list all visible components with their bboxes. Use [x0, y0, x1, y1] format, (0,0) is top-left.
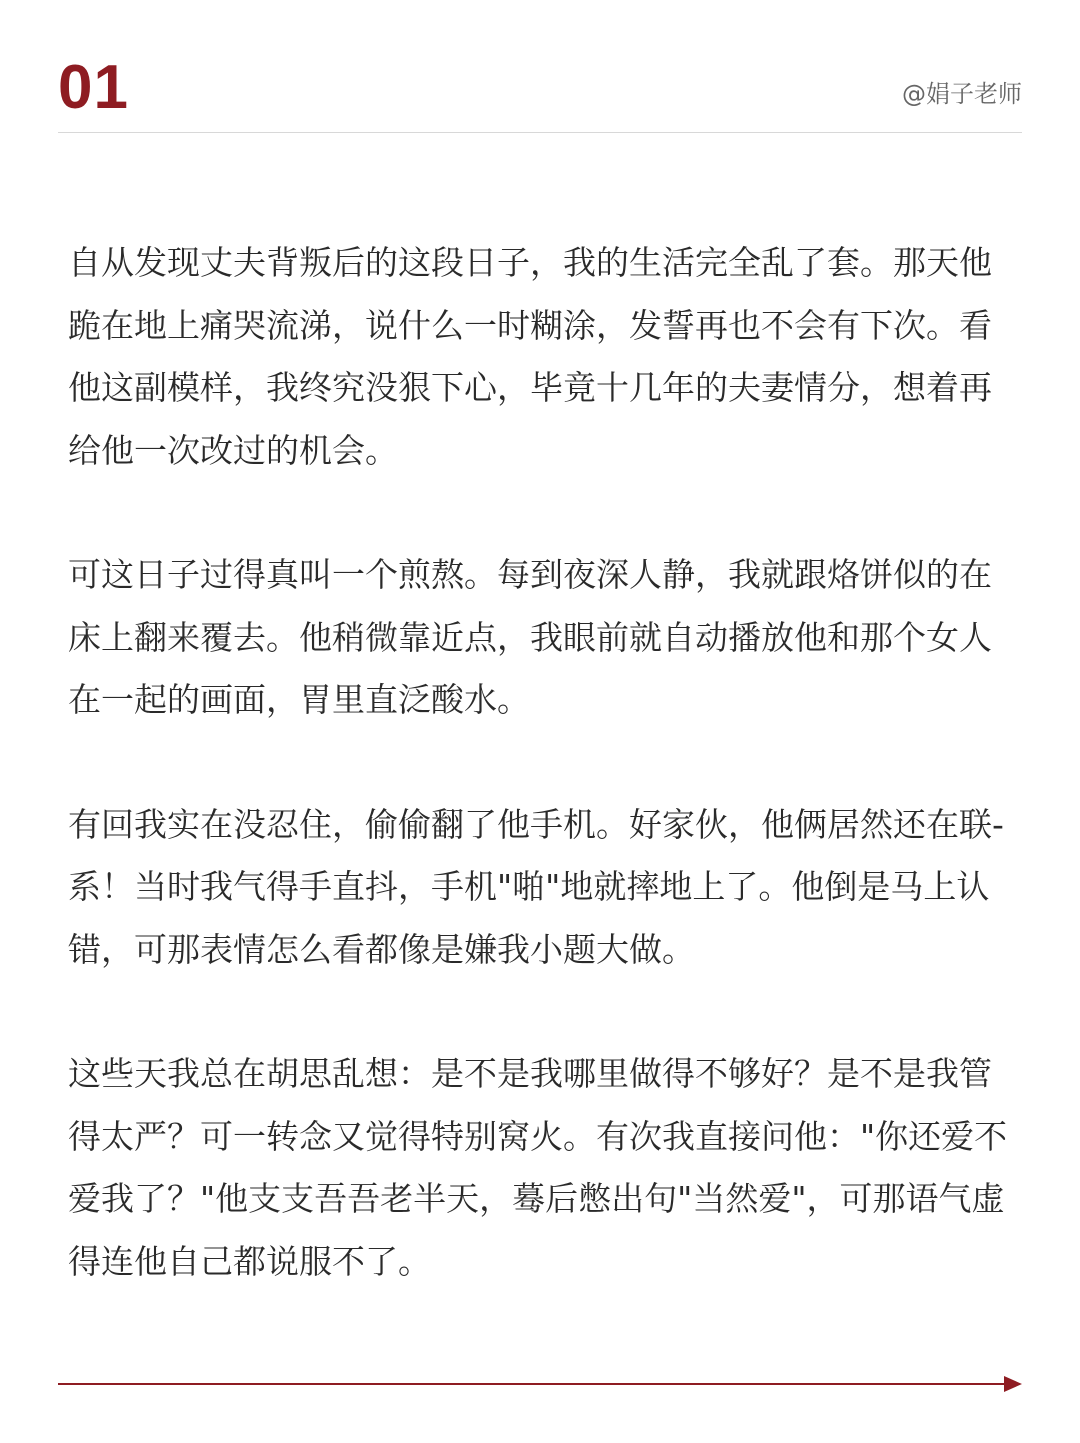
author-handle: @娟子老师 — [902, 80, 1022, 108]
article-body — [68, 232, 1012, 1355]
section-number: 01 — [58, 53, 129, 122]
footer-line — [58, 1383, 1008, 1385]
arrow-right-icon — [1004, 1376, 1022, 1392]
footer-divider — [58, 1376, 1022, 1392]
paragraph: 自从发现丈夫背叛后的这段日子，我的生活完全乱了套。那天他跪在地上痛哭流涕，说什么一时糊涂，发誓再也不会有下次。看他这副模样，我终究没狠下心，毕竟十几年的夫妻情分，想着再给他一次改过的机会。 — [68, 243, 992, 470]
header-divider — [58, 132, 1022, 133]
paragraph: 有回我实在没忍住，偷偷翻了他手机。好家伙，他俩居然还在联-系！当时我气得手直抖，手机"啪"地就摔地上了。他倒是马上认错，可那表情怎么看都像是嫌我小题大做。 — [68, 804, 1004, 969]
paragraph: 这些天我总在胡思乱想：是不是我哪里做得不够好？是不是我管得太严？可一转念又觉得特别窝火。有次我直接问他："你还爱不爱我了？"他支支吾吾老半天，蓦后憋出句"当然爱"，可那语气虚得连他自己都说服不了。 — [68, 1054, 1008, 1281]
paragraph: 可这日子过得真叫一个煎熬。每到夜深人静，我就跟烙饼似的在床上翻来覆去。他稍微靠近点，我眼前就自动播放他和那个女人在一起的画面，胃里直泛酸水。 — [68, 555, 992, 719]
